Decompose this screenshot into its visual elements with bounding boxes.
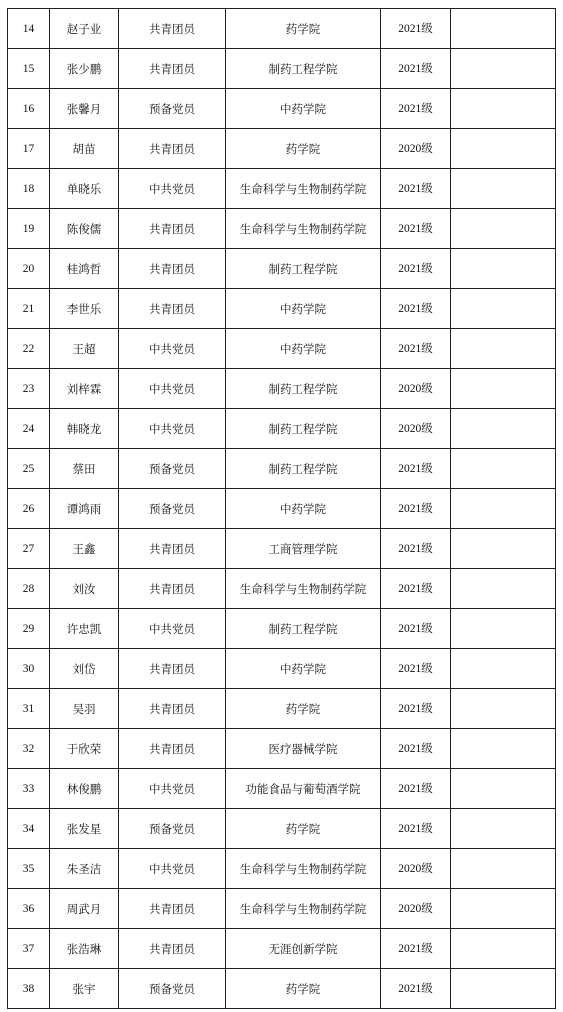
student-name-cell: 王鑫 (50, 529, 119, 569)
row-number-cell: 33 (8, 769, 50, 809)
row-number-cell: 15 (8, 49, 50, 89)
grade-cell: 2021级 (381, 769, 451, 809)
note-cell (451, 169, 556, 209)
college-cell: 生命科学与生物制药学院 (226, 169, 381, 209)
political-status-cell: 中共党员 (119, 769, 226, 809)
note-cell (451, 729, 556, 769)
college-cell: 生命科学与生物制药学院 (226, 209, 381, 249)
political-status-cell: 共青团员 (119, 569, 226, 609)
row-number-cell: 23 (8, 369, 50, 409)
row-number-cell: 22 (8, 329, 50, 369)
college-cell: 中药学院 (226, 289, 381, 329)
table-row (8, 809, 556, 849)
grade-cell: 2021级 (381, 49, 451, 89)
political-status-cell: 共青团员 (119, 9, 226, 49)
row-number-cell: 38 (8, 969, 50, 1009)
grade-cell: 2021级 (381, 329, 451, 369)
note-cell (451, 249, 556, 289)
note-cell (451, 889, 556, 929)
political-status-cell: 预备党员 (119, 89, 226, 129)
student-name-cell: 单晓乐 (50, 169, 119, 209)
political-status-cell: 预备党员 (119, 489, 226, 529)
college-cell: 制药工程学院 (226, 249, 381, 289)
grade-cell: 2021级 (381, 609, 451, 649)
college-cell: 制药工程学院 (226, 609, 381, 649)
grade-cell: 2021级 (381, 249, 451, 289)
note-cell (451, 689, 556, 729)
table-row (8, 529, 556, 569)
grade-cell: 2020级 (381, 889, 451, 929)
political-status-cell: 共青团员 (119, 889, 226, 929)
note-cell (451, 849, 556, 889)
table-row (8, 129, 556, 169)
grade-cell: 2021级 (381, 489, 451, 529)
table-row (8, 729, 556, 769)
table-row (8, 689, 556, 729)
table-row (8, 489, 556, 529)
political-status-cell: 共青团员 (119, 249, 226, 289)
political-status-cell: 共青团员 (119, 289, 226, 329)
student-name-cell: 周武月 (50, 889, 119, 929)
row-number-cell: 27 (8, 529, 50, 569)
table-row (8, 609, 556, 649)
table-row (8, 889, 556, 929)
student-name-cell: 张发星 (50, 809, 119, 849)
grade-cell: 2021级 (381, 169, 451, 209)
student-name-cell: 刘梓霖 (50, 369, 119, 409)
student-name-cell: 陈俊儒 (50, 209, 119, 249)
grade-cell: 2020级 (381, 849, 451, 889)
row-number-cell: 30 (8, 649, 50, 689)
student-name-cell: 谭鸿雨 (50, 489, 119, 529)
row-number-cell: 19 (8, 209, 50, 249)
student-name-cell: 李世乐 (50, 289, 119, 329)
college-cell: 生命科学与生物制药学院 (226, 849, 381, 889)
political-status-cell: 共青团员 (119, 689, 226, 729)
grade-cell: 2021级 (381, 89, 451, 129)
student-name-cell: 韩晓龙 (50, 409, 119, 449)
table-row (8, 329, 556, 369)
college-cell: 中药学院 (226, 649, 381, 689)
grade-cell: 2021级 (381, 209, 451, 249)
student-name-cell: 张宇 (50, 969, 119, 1009)
political-status-cell: 共青团员 (119, 929, 226, 969)
row-number-cell: 37 (8, 929, 50, 969)
political-status-cell: 共青团员 (119, 649, 226, 689)
political-status-cell: 中共党员 (119, 369, 226, 409)
row-number-cell: 32 (8, 729, 50, 769)
note-cell (451, 769, 556, 809)
student-name-cell: 张少鹏 (50, 49, 119, 89)
table-row (8, 569, 556, 609)
row-number-cell: 24 (8, 409, 50, 449)
table-row (8, 649, 556, 689)
college-cell: 药学院 (226, 969, 381, 1009)
college-cell: 医疗器械学院 (226, 729, 381, 769)
row-number-cell: 25 (8, 449, 50, 489)
political-status-cell: 预备党员 (119, 809, 226, 849)
grade-cell: 2021级 (381, 529, 451, 569)
row-number-cell: 31 (8, 689, 50, 729)
grade-cell: 2021级 (381, 9, 451, 49)
note-cell (451, 809, 556, 849)
college-cell: 生命科学与生物制药学院 (226, 569, 381, 609)
grade-cell: 2020级 (381, 129, 451, 169)
political-status-cell: 共青团员 (119, 209, 226, 249)
political-status-cell: 中共党员 (119, 849, 226, 889)
row-number-cell: 26 (8, 489, 50, 529)
political-status-cell: 预备党员 (119, 969, 226, 1009)
note-cell (451, 649, 556, 689)
college-cell: 功能食品与葡萄酒学院 (226, 769, 381, 809)
table-row (8, 849, 556, 889)
student-name-cell: 桂鸿哲 (50, 249, 119, 289)
note-cell (451, 129, 556, 169)
political-status-cell: 中共党员 (119, 169, 226, 209)
grade-cell: 2021级 (381, 929, 451, 969)
note-cell (451, 49, 556, 89)
college-cell: 制药工程学院 (226, 49, 381, 89)
student-name-cell: 张浩琳 (50, 929, 119, 969)
grade-cell: 2021级 (381, 569, 451, 609)
political-status-cell: 中共党员 (119, 329, 226, 369)
political-status-cell: 共青团员 (119, 129, 226, 169)
college-cell: 制药工程学院 (226, 369, 381, 409)
grade-cell: 2021级 (381, 809, 451, 849)
note-cell (451, 929, 556, 969)
note-cell (451, 89, 556, 129)
grade-cell: 2021级 (381, 969, 451, 1009)
college-cell: 药学院 (226, 689, 381, 729)
college-cell: 中药学院 (226, 329, 381, 369)
note-cell (451, 609, 556, 649)
political-status-cell: 中共党员 (119, 409, 226, 449)
grade-cell: 2020级 (381, 409, 451, 449)
row-number-cell: 36 (8, 889, 50, 929)
note-cell (451, 209, 556, 249)
student-name-cell: 张馨月 (50, 89, 119, 129)
student-name-cell: 赵子业 (50, 9, 119, 49)
row-number-cell: 21 (8, 289, 50, 329)
row-number-cell: 35 (8, 849, 50, 889)
table-row (8, 49, 556, 89)
student-name-cell: 朱圣洁 (50, 849, 119, 889)
note-cell (451, 329, 556, 369)
roster-table-body (8, 9, 556, 1009)
table-row (8, 169, 556, 209)
student-name-cell: 蔡田 (50, 449, 119, 489)
note-cell (451, 449, 556, 489)
student-name-cell: 刘岱 (50, 649, 119, 689)
note-cell (451, 9, 556, 49)
college-cell: 药学院 (226, 129, 381, 169)
note-cell (451, 529, 556, 569)
college-cell: 中药学院 (226, 489, 381, 529)
college-cell: 制药工程学院 (226, 449, 381, 489)
political-status-cell: 中共党员 (119, 609, 226, 649)
row-number-cell: 14 (8, 9, 50, 49)
student-name-cell: 吴羽 (50, 689, 119, 729)
political-status-cell: 共青团员 (119, 49, 226, 89)
college-cell: 制药工程学院 (226, 409, 381, 449)
table-row (8, 969, 556, 1009)
table-row (8, 769, 556, 809)
row-number-cell: 16 (8, 89, 50, 129)
note-cell (451, 409, 556, 449)
college-cell: 药学院 (226, 9, 381, 49)
college-cell: 无涯创新学院 (226, 929, 381, 969)
note-cell (451, 569, 556, 609)
row-number-cell: 17 (8, 129, 50, 169)
table-row (8, 9, 556, 49)
student-name-cell: 许忠凯 (50, 609, 119, 649)
college-cell: 中药学院 (226, 89, 381, 129)
row-number-cell: 34 (8, 809, 50, 849)
student-name-cell: 刘汝 (50, 569, 119, 609)
student-name-cell: 胡苗 (50, 129, 119, 169)
roster-table (7, 8, 556, 1009)
grade-cell: 2021级 (381, 289, 451, 329)
political-status-cell: 预备党员 (119, 449, 226, 489)
row-number-cell: 29 (8, 609, 50, 649)
student-name-cell: 王超 (50, 329, 119, 369)
table-row (8, 249, 556, 289)
college-cell: 工商管理学院 (226, 529, 381, 569)
note-cell (451, 369, 556, 409)
note-cell (451, 969, 556, 1009)
table-row (8, 289, 556, 329)
row-number-cell: 28 (8, 569, 50, 609)
grade-cell: 2021级 (381, 649, 451, 689)
table-row (8, 449, 556, 489)
college-cell: 药学院 (226, 809, 381, 849)
college-cell: 生命科学与生物制药学院 (226, 889, 381, 929)
student-name-cell: 林俊鹏 (50, 769, 119, 809)
row-number-cell: 20 (8, 249, 50, 289)
note-cell (451, 489, 556, 529)
grade-cell: 2021级 (381, 449, 451, 489)
grade-cell: 2021级 (381, 689, 451, 729)
table-row (8, 929, 556, 969)
table-row (8, 89, 556, 129)
political-status-cell: 共青团员 (119, 729, 226, 769)
table-row (8, 209, 556, 249)
grade-cell: 2021级 (381, 729, 451, 769)
student-name-cell: 于欣荣 (50, 729, 119, 769)
row-number-cell: 18 (8, 169, 50, 209)
grade-cell: 2020级 (381, 369, 451, 409)
political-status-cell: 共青团员 (119, 529, 226, 569)
table-row (8, 409, 556, 449)
table-row (8, 369, 556, 409)
note-cell (451, 289, 556, 329)
